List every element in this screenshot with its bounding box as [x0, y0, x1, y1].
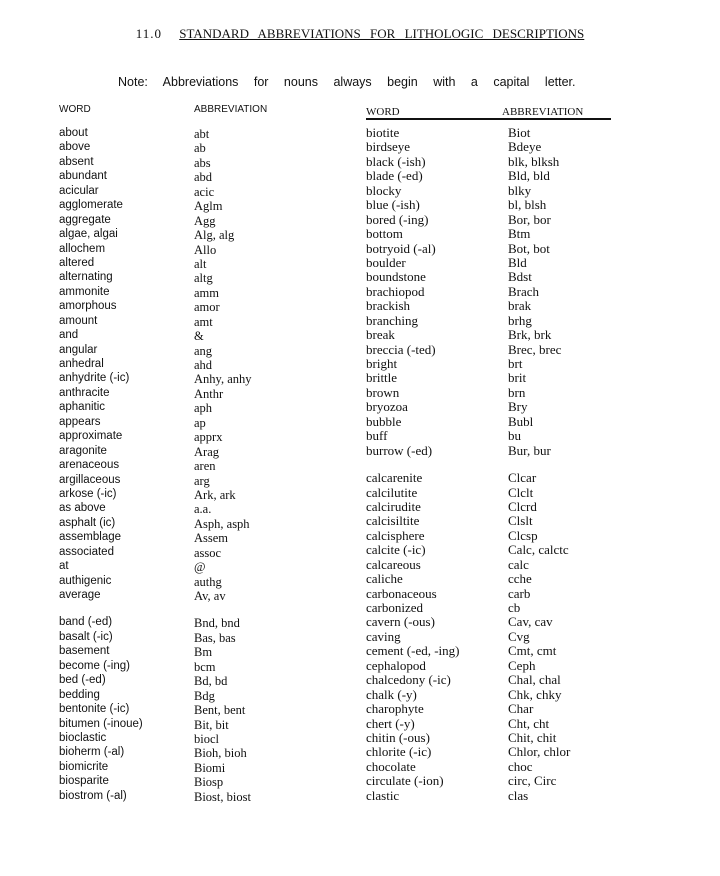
- abbreviation-cell: arg: [194, 473, 210, 488]
- abbreviation-row: [59, 790, 309, 804]
- note-text: Note: Abbreviations for nouns always begin with a capital letter.: [118, 75, 576, 89]
- abbreviation-cell: Arag: [194, 444, 219, 459]
- abbreviation-row: [59, 214, 309, 228]
- abbreviation-row: [59, 560, 309, 574]
- abbreviation-cell: Aglm: [194, 199, 223, 214]
- abbreviation-row: [366, 197, 611, 211]
- abbreviation-row: [366, 399, 611, 413]
- abbreviation-row: [59, 589, 309, 603]
- word-cell: amount: [59, 314, 98, 327]
- abbreviation-row: [366, 385, 611, 399]
- word-cell: biostrom (-al): [59, 789, 127, 802]
- abbreviation-cell: Bld: [508, 254, 527, 270]
- word-cell: branching: [366, 312, 418, 328]
- word-cell: break: [366, 327, 395, 343]
- abbreviation-cell: Chal, chal: [508, 672, 561, 688]
- abbreviation-cell: ab: [194, 141, 206, 156]
- abbreviation-cell: a.a.: [194, 502, 212, 517]
- word-cell: agglomerate: [59, 199, 123, 212]
- abbreviation-row: [366, 571, 611, 585]
- word-cell: chitin (-ous): [366, 729, 430, 745]
- abbreviation-row: [59, 300, 309, 314]
- word-cell: calcite (-ic): [366, 542, 426, 558]
- word-cell: amorphous: [59, 300, 117, 313]
- abbreviation-row: [59, 775, 309, 789]
- abbreviation-cell: Bry: [508, 399, 528, 415]
- word-cell: basement: [59, 645, 110, 658]
- abbreviation-row: [59, 358, 309, 372]
- word-cell: aragonite: [59, 444, 107, 457]
- abbreviation-cell: ap: [194, 415, 206, 430]
- section-number: 11.0: [135, 26, 162, 41]
- abbreviation-cell: blky: [508, 182, 532, 198]
- abbreviation-cell: amor: [194, 300, 220, 315]
- abbreviation-row: [59, 674, 309, 688]
- abbreviation-cell: circ, Circ: [508, 773, 557, 789]
- abbreviation-cell: Brach: [508, 283, 540, 299]
- abbreviation-row: [59, 616, 309, 630]
- abbreviation-row: [59, 689, 309, 703]
- abbreviation-row: [366, 788, 611, 802]
- abbreviation-row: [366, 470, 611, 484]
- word-cell: circulate (-ion): [366, 773, 444, 789]
- word-cell: brittle: [366, 370, 398, 386]
- abbreviation-cell: Ark, ark: [194, 487, 236, 502]
- abbreviation-cell: abs: [194, 155, 211, 170]
- abbreviation-row: [59, 645, 309, 659]
- left-header-abbreviation: ABBREVIATION: [194, 104, 268, 115]
- abbreviation-row: [366, 327, 611, 341]
- abbreviation-cell: Cmt, cmt: [508, 643, 557, 659]
- right-header: [366, 104, 611, 120]
- word-cell: abundant: [59, 170, 107, 183]
- word-cell: biomicrite: [59, 760, 109, 773]
- abbreviation-cell: cche: [508, 571, 532, 587]
- word-cell: bioclastic: [59, 731, 107, 744]
- abbreviation-cell: amm: [194, 285, 219, 300]
- abbreviation-row: [59, 271, 309, 285]
- abbreviation-cell: brak: [508, 298, 532, 314]
- abbreviation-cell: apprx: [194, 430, 223, 445]
- abbreviation-cell: &: [194, 329, 204, 344]
- abbreviation-cell: Av, av: [194, 589, 226, 603]
- word-cell: aphanitic: [59, 401, 106, 414]
- abbreviation-cell: Cht, cht: [508, 715, 550, 731]
- word-cell: caliche: [366, 571, 403, 587]
- abbreviation-cell: Chit, chit: [508, 729, 557, 745]
- abbreviation-row: [366, 687, 611, 701]
- word-cell: argillaceous: [59, 473, 121, 486]
- word-cell: bright: [366, 356, 398, 371]
- abbreviation-cell: Chlor, chlor: [508, 744, 571, 760]
- abbreviation-cell: biocl: [194, 731, 219, 746]
- abbreviation-row: [366, 744, 611, 758]
- word-cell: brown: [366, 384, 400, 400]
- word-cell: blade (-ed): [366, 168, 423, 184]
- abbreviation-row: [366, 212, 611, 226]
- abbreviation-cell: calc: [508, 556, 529, 572]
- word-cell: chalcedony (-ic): [366, 672, 451, 688]
- abbreviation-cell: Allo: [194, 242, 217, 257]
- abbreviation-cell: Anthr: [194, 386, 224, 401]
- word-cell: alternating: [59, 271, 113, 284]
- abbreviation-cell: brit: [508, 370, 527, 386]
- word-cell: algae, algai: [59, 228, 118, 241]
- word-cell: above: [59, 141, 91, 154]
- left-column: [59, 104, 309, 804]
- abbreviation-row: [366, 557, 611, 571]
- abbreviation-cell: Assem: [194, 531, 229, 546]
- abbreviation-cell: Biot: [508, 125, 531, 140]
- abbreviation-row: [59, 488, 309, 502]
- abbreviation-cell: ang: [194, 343, 213, 358]
- word-cell: carbonaceous: [366, 585, 437, 601]
- word-cell: allochem: [59, 242, 106, 255]
- abbreviation-row: [59, 372, 309, 386]
- abbreviation-row: [59, 243, 309, 257]
- abbreviation-row: [366, 629, 611, 643]
- abbreviation-row: [59, 718, 309, 732]
- abbreviation-cell: Bit, bit: [194, 717, 229, 732]
- abbreviation-row: [366, 499, 611, 513]
- abbreviation-row: [59, 445, 309, 459]
- abbreviation-cell: Bm: [194, 645, 213, 660]
- abbreviation-row: [366, 614, 611, 628]
- word-cell: brachiopod: [366, 283, 425, 299]
- word-cell: calcisiltite: [366, 513, 420, 529]
- abbreviation-row: [366, 241, 611, 255]
- abbreviation-cell: blk, blksh: [508, 153, 560, 169]
- word-cell: assemblage: [59, 531, 122, 544]
- abbreviation-row: [59, 344, 309, 358]
- word-cell: bored (-ing): [366, 211, 429, 227]
- abbreviation-cell: Bur, bur: [508, 442, 551, 458]
- abbreviation-cell: abt: [194, 127, 210, 141]
- abbreviation-row: [59, 459, 309, 473]
- word-cell: associated: [59, 545, 114, 558]
- word-cell: asphalt (ic): [59, 516, 116, 529]
- left-header-word: WORD: [59, 104, 91, 115]
- abbreviation-row: [59, 546, 309, 560]
- abbreviation-row: [366, 701, 611, 715]
- word-cell: cephalopod: [366, 657, 426, 673]
- abbreviation-row: [366, 586, 611, 600]
- word-cell: boundstone: [366, 269, 426, 285]
- word-cell: appears: [59, 415, 101, 428]
- word-cell: arenaceous: [59, 459, 120, 472]
- abbreviation-cell: Chk, chky: [508, 686, 562, 702]
- abbreviation-cell: altg: [194, 271, 213, 286]
- word-cell: birdseye: [366, 139, 411, 155]
- word-cell: altered: [59, 256, 95, 269]
- abbreviation-row: [366, 342, 611, 356]
- right-header-abbreviation: ABBREVIATION: [502, 106, 584, 118]
- abbreviation-cell: Biomi: [194, 760, 226, 775]
- left-rows: [59, 127, 309, 804]
- abbreviation-cell: Bot, bot: [508, 240, 550, 256]
- abbreviation-cell: brt: [508, 356, 523, 371]
- abbreviation-cell: Brec, brec: [508, 341, 562, 357]
- word-cell: approximate: [59, 430, 123, 443]
- word-cell: acicular: [59, 184, 99, 197]
- abbreviation-cell: Bld, bld: [508, 168, 550, 184]
- abbreviation-row: [366, 658, 611, 672]
- abbreviation-row: [366, 370, 611, 384]
- abbreviation-row: [59, 329, 309, 343]
- word-cell: chalk (-y): [366, 686, 417, 702]
- word-cell: black (-ish): [366, 153, 426, 169]
- abbreviation-row: [366, 528, 611, 542]
- abbreviation-cell: Bubl: [508, 413, 534, 429]
- abbreviation-cell: Ceph: [508, 657, 536, 673]
- word-cell: caving: [366, 628, 401, 644]
- word-cell: clastic: [366, 787, 400, 803]
- abbreviation-cell: Cvg: [508, 628, 530, 644]
- abbreviation-cell: @: [194, 560, 206, 575]
- abbreviation-cell: ahd: [194, 358, 213, 372]
- word-cell: become (-ing): [59, 659, 130, 672]
- abbreviation-row: [366, 759, 611, 773]
- abbreviation-cell: assoc: [194, 545, 222, 560]
- abbreviation-cell: Clcar: [508, 470, 537, 486]
- word-cell: anhedral: [59, 358, 104, 370]
- abbreviation-row: [366, 356, 611, 370]
- abbreviation-row: [59, 387, 309, 401]
- abbreviation-row: [59, 761, 309, 775]
- abbreviation-row: [59, 703, 309, 717]
- abbreviation-row: [366, 226, 611, 240]
- group-gap: [59, 603, 309, 616]
- abbreviation-cell: Anhy, anhy: [194, 372, 252, 387]
- abbreviation-cell: bu: [508, 428, 521, 444]
- abbreviation-cell: Biosp: [194, 775, 224, 790]
- word-cell: aggregate: [59, 213, 111, 226]
- abbreviation-cell: Bdst: [508, 269, 532, 285]
- word-cell: bottom: [366, 226, 403, 242]
- word-cell: blocky: [366, 182, 402, 198]
- abbreviation-cell: Bnd, bnd: [194, 616, 240, 631]
- word-cell: calcilutite: [366, 484, 418, 500]
- word-cell: and: [59, 329, 79, 342]
- abbreviation-row: [366, 428, 611, 442]
- abbreviation-cell: Bdg: [194, 688, 215, 703]
- abbreviation-row: [59, 199, 309, 213]
- abbreviation-row: [59, 732, 309, 746]
- word-cell: at: [59, 560, 69, 573]
- abbreviation-row: [366, 255, 611, 269]
- abbreviation-row: [366, 284, 611, 298]
- abbreviation-row: [59, 517, 309, 531]
- word-cell: botryoid (-al): [366, 240, 436, 256]
- abbreviation-row: [59, 575, 309, 589]
- abbreviation-row: [366, 298, 611, 312]
- word-cell: biosparite: [59, 775, 109, 788]
- abbreviation-row: [366, 125, 611, 139]
- abbreviation-row: [59, 531, 309, 545]
- abbreviation-row: [59, 127, 309, 141]
- left-header: [59, 104, 309, 118]
- word-cell: blue (-ish): [366, 197, 420, 213]
- abbreviation-cell: choc: [508, 758, 533, 774]
- abbreviation-row: [366, 154, 611, 168]
- abbreviation-cell: Clcsp: [508, 527, 538, 543]
- abbreviation-row: [366, 672, 611, 686]
- word-cell: bedding: [59, 688, 100, 701]
- abbreviation-cell: Bent, bent: [194, 703, 246, 718]
- word-cell: bentonite (-ic): [59, 703, 130, 716]
- abbreviation-row: [366, 513, 611, 527]
- word-cell: angular: [59, 343, 98, 356]
- word-cell: anhydrite (-ic): [59, 372, 130, 385]
- abbreviation-cell: Cav, cav: [508, 614, 553, 630]
- abbreviation-row: [59, 660, 309, 674]
- abbreviation-row: [366, 414, 611, 428]
- word-cell: bitumen (-inoue): [59, 717, 143, 730]
- abbreviation-cell: Bor, bor: [508, 211, 551, 227]
- word-cell: as above: [59, 502, 106, 515]
- word-cell: calcareous: [366, 556, 421, 572]
- abbreviation-row: [366, 730, 611, 744]
- abbreviation-row: [366, 643, 611, 657]
- abbreviation-row: [59, 430, 309, 444]
- word-cell: arkose (-ic): [59, 487, 117, 500]
- abbreviation-cell: cb: [508, 600, 521, 615]
- abbreviation-row: [59, 401, 309, 415]
- word-cell: cavern (-ous): [366, 614, 435, 630]
- abbreviation-cell: brn: [508, 384, 526, 400]
- abbreviation-cell: Clclt: [508, 484, 534, 500]
- abbreviation-row: [59, 156, 309, 170]
- word-cell: band (-ed): [59, 616, 113, 629]
- abbreviation-cell: bcm: [194, 659, 216, 674]
- abbreviation-row: [366, 139, 611, 153]
- word-cell: calcisphere: [366, 527, 425, 543]
- abbreviation-cell: Alg, alg: [194, 228, 235, 243]
- abbreviation-row: [366, 183, 611, 197]
- abbreviation-cell: Bas, bas: [194, 630, 236, 645]
- abbreviation-row: [59, 257, 309, 271]
- abbreviation-cell: Calc, calctc: [508, 542, 569, 558]
- abbreviation-cell: Biost, biost: [194, 789, 251, 804]
- abbreviation-cell: Asph, asph: [194, 516, 250, 531]
- abbreviation-row: [59, 315, 309, 329]
- abbreviation-row: [59, 746, 309, 760]
- abbreviation-cell: Char: [508, 701, 534, 717]
- abbreviation-cell: alt: [194, 256, 207, 271]
- abbreviation-row: [59, 631, 309, 645]
- word-cell: average: [59, 589, 101, 601]
- abbreviation-row: [366, 716, 611, 730]
- abbreviation-cell: aph: [194, 401, 213, 416]
- abbreviation-cell: Clcrd: [508, 498, 537, 514]
- abbreviation-cell: Btm: [508, 226, 531, 242]
- abbreviation-row: [366, 542, 611, 556]
- word-cell: buff: [366, 428, 388, 444]
- abbreviation-cell: carb: [508, 585, 531, 601]
- abbreviation-cell: Bioh, bioh: [194, 746, 247, 761]
- abbreviation-cell: Clslt: [508, 513, 533, 529]
- abbreviation-cell: aren: [194, 459, 216, 474]
- abbreviation-cell: bl, blsh: [508, 197, 547, 213]
- word-cell: authigenic: [59, 574, 112, 587]
- word-cell: bubble: [366, 413, 402, 429]
- word-cell: cement (-ed, -ing): [366, 643, 460, 659]
- word-cell: charophyte: [366, 701, 424, 717]
- abbreviation-row: [59, 416, 309, 430]
- abbreviation-row: [366, 313, 611, 327]
- abbreviation-cell: abd: [194, 170, 213, 185]
- abbreviation-cell: clas: [508, 787, 529, 803]
- abbreviation-cell: acic: [194, 184, 215, 199]
- word-cell: chocolate: [366, 758, 416, 774]
- abbreviation-row: [59, 141, 309, 155]
- abbreviation-cell: authg: [194, 574, 222, 589]
- abbreviation-row: [366, 485, 611, 499]
- word-cell: biotite: [366, 125, 400, 140]
- word-cell: about: [59, 127, 88, 139]
- abbreviation-row: [366, 443, 611, 457]
- word-cell: carbonized: [366, 600, 424, 615]
- word-cell: burrow (-ed): [366, 442, 433, 458]
- abbreviation-cell: Bd, bd: [194, 674, 228, 689]
- abbreviation-row: [366, 600, 611, 614]
- word-cell: bed (-ed): [59, 674, 106, 687]
- abbreviation-row: [59, 474, 309, 488]
- abbreviation-cell: Brk, brk: [508, 327, 552, 343]
- group-gap: [366, 457, 611, 470]
- section-title: STANDARD ABBREVIATIONS FOR LITHOLOGIC DESCRIPTIONS: [179, 26, 585, 41]
- abbreviation-row: [366, 269, 611, 283]
- word-cell: calcirudite: [366, 498, 421, 514]
- right-rows: [366, 125, 611, 802]
- abbreviation-cell: Bdeye: [508, 139, 542, 155]
- right-header-word: WORD: [366, 106, 400, 118]
- abbreviation-cell: amt: [194, 314, 213, 329]
- word-cell: chlorite (-ic): [366, 744, 432, 760]
- abbreviation-row: [59, 170, 309, 184]
- abbreviation-row: [366, 773, 611, 787]
- word-cell: bioherm (-al): [59, 746, 125, 759]
- word-cell: boulder: [366, 254, 406, 270]
- word-cell: ammonite: [59, 285, 110, 298]
- abbreviation-row: [366, 168, 611, 182]
- abbreviation-row: [59, 185, 309, 199]
- abbreviation-row: [59, 502, 309, 516]
- word-cell: basalt (-ic): [59, 630, 113, 643]
- abbreviation-cell: Agg: [194, 213, 216, 228]
- word-cell: chert (-y): [366, 715, 415, 731]
- word-cell: anthracite: [59, 386, 110, 399]
- word-cell: breccia (-ted): [366, 341, 436, 357]
- abbreviation-cell: brhg: [508, 312, 532, 328]
- abbreviation-row: [59, 286, 309, 300]
- page-title: [0, 26, 720, 42]
- abbreviation-row: [59, 228, 309, 242]
- word-cell: bryozoa: [366, 399, 408, 415]
- right-column: [366, 104, 611, 802]
- word-cell: absent: [59, 155, 94, 168]
- word-cell: brackish: [366, 298, 411, 314]
- word-cell: calcarenite: [366, 470, 423, 486]
